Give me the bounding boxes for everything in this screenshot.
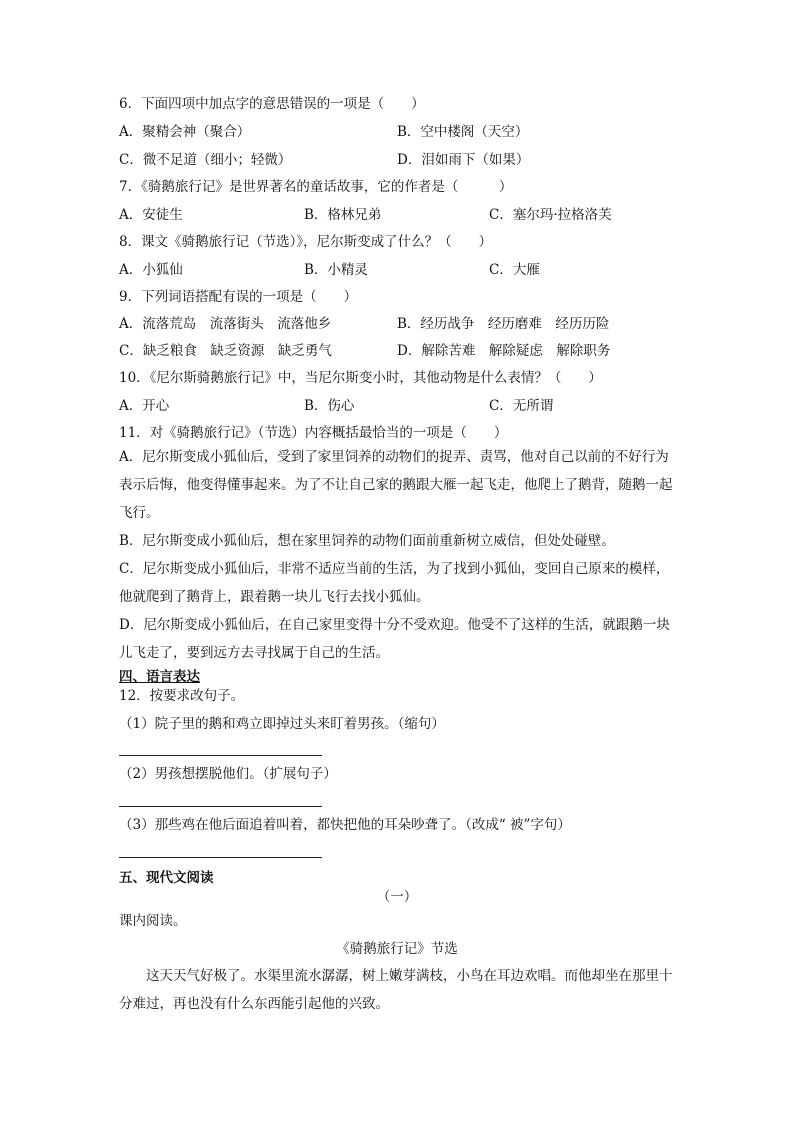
q9-option-d: D．解除苦难 解除疑虑 解除职务 [397,343,611,359]
q10-option-a: A．开心 [119,398,170,414]
q12-sentence-1: （1）院子里的鹅和鸡立即掉过头来盯着男孩。（缩句） [119,716,445,732]
q9-option-c: C．缺乏粮食 缺乏资源 缺乏勇气 [119,343,332,359]
q6-option-c: C．微不足道（细小；轻微） [119,152,292,168]
q10-option-b: B．伤心 [304,398,355,414]
q11-option-c: C．尼尔斯变成小狐仙后，非常不适应当前的生活，为了找到小狐仙，变回自己原来的模样，他就爬到了鹅背上，跟着鹅一块儿飞行去找小狐仙。 [119,561,670,605]
section5-title: 五、现代文阅读 [119,870,214,886]
q12-sentence-2: （2）男孩想摆脱他们。（扩展句子） [119,766,337,782]
q6-option-a: A．聚精会神（聚合） [119,124,251,140]
q7-option-a: A．安徒生 [119,207,183,223]
q11-option-b: B．尼尔斯变成小狐仙后，想在家里饲养的动物们面前重新树立威信，但处处碰壁。 [119,533,615,549]
q11-stem: 11．对《骑鹅旅行记》（节选）内容概括最恰当的一项是（ ） [119,425,508,441]
q10-option-c: C．无所谓 [489,398,554,414]
q12-stem: 12．按要求改句子。 [119,688,245,704]
answer-line-2[interactable] [119,806,322,807]
q7-option-c: C．塞尔玛·拉格洛芙 [489,207,612,223]
passage-text: 这天天气好极了。水渠里流水潺潺，树上嫩芽满枝，小鸟在耳边欢唱。而他却坐在那里十分难过，再也没有什么东西能引起他的兴致。 [119,968,673,1012]
reading-part-label: （一） [376,889,418,905]
q6-stem: 6．下面四项中加点字的意思错误的一项是（ ） [119,96,425,112]
q8-option-c: C．大雁 [489,262,540,278]
q8-option-a: A．小狐仙 [119,262,183,278]
q6-option-b: B．空中楼阁（天空） [397,124,529,140]
q6-option-d: D．泪如雨下（如果） [397,152,530,168]
q7-option-b: B．格林兄弟 [304,207,382,223]
q7-stem: 7．《骑鹅旅行记》是世界著名的童话故事，它的作者是（ ） [119,179,513,195]
passage-title: 《骑鹅旅行记》节选 [336,941,458,957]
q9-option-a: A．流落荒岛 流落街头 流落他乡 [119,316,332,332]
q11-option-d: D．尼尔斯变成小狐仙后，在自己家里变得十分不受欢迎。他受不了这样的生活，就跟鹅一块儿飞走了，要到远方去寻找属于自己的生活。 [119,617,670,661]
q12-sentence-3: （3）那些鸡在他后面追着叫着，都快把他的耳朵吵聋了。（改成“ 被”字句） [119,817,571,833]
q10-stem: 10．《尼尔斯骑鹅旅行记》中，当尼尔斯变小时，其他动物是什么表情？（ ） [119,370,602,386]
q9-stem: 9．下列词语搭配有误的一项是（ ） [119,289,358,305]
answer-line-3[interactable] [119,857,322,858]
section4-title: 四、语言表达 [119,669,200,685]
q8-stem: 8．课文《骑鹅旅行记（节选）》，尼尔斯变成了什么？（ ） [119,234,493,250]
answer-line-1[interactable] [119,755,322,756]
q11-option-a: A．尼尔斯变成小狐仙后，受到了家里饲养的动物们的捉弄、责骂，他对自己以前的不好行为表示后悔，他变得懂事起来。为了不让自己家的鹅跟大雁一起飞走，他爬上了鹅背，随鹅一起飞行。 [119,449,673,521]
reading-intro: 课内阅读。 [119,913,187,929]
q9-option-b: B．经历战争 经历磨难 经历历险 [397,316,610,332]
q8-option-b: B．小精灵 [304,262,368,278]
